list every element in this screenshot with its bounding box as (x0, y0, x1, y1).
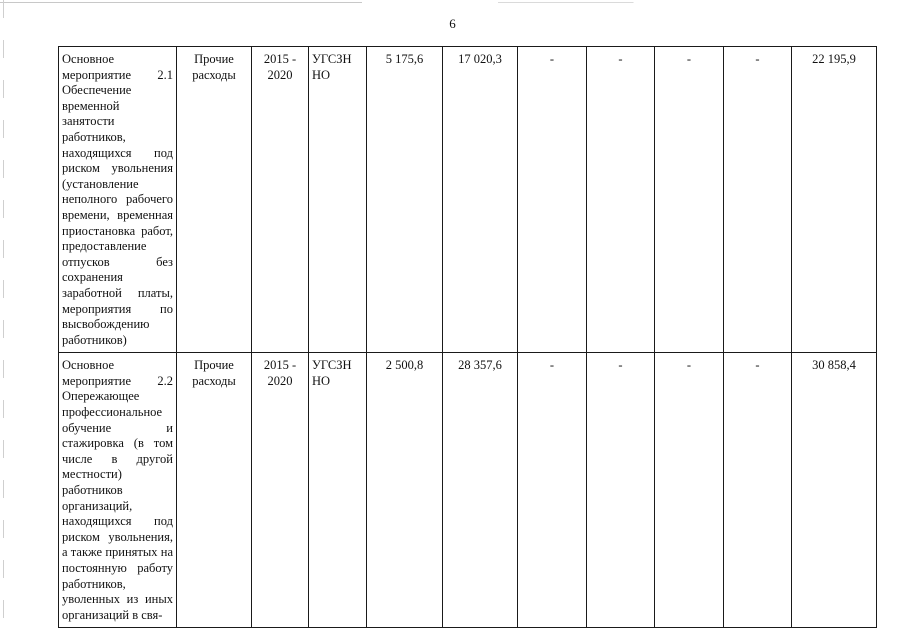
executor-cell: УГСЗН НО (309, 353, 367, 628)
total-cell: 30 858,4 (792, 353, 877, 628)
activity-name-cell (59, 353, 177, 628)
amount-cell-1: 2 500,8 (367, 353, 443, 628)
scan-edge-top (0, 2, 905, 3)
amount-cell-6: - (724, 353, 792, 628)
executor-cell: УГСЗН НО (309, 47, 367, 353)
activity-name-text: мероприятие 2.1 Обеспечение временной занятости работников, находящихся под риском увольнения (установление неполного рабочего времени, временная приостановка работ, предоставление отпусков без сохранения заработной платы, мероприятия по высвобождению работников) (62, 67, 173, 347)
funding-source-cell: Прочие расходы (177, 47, 252, 353)
period-cell: 2015 - 2020 (252, 47, 309, 353)
activity-name-first: Основное (62, 358, 115, 373)
amount-cell-6: - (724, 47, 792, 353)
activity-name-first: Основное (62, 52, 115, 66)
table-row (59, 47, 877, 353)
amount-cell-2: 28 357,6 (443, 353, 518, 628)
activity-name-cell (59, 47, 177, 353)
amount-cell-2: 17 020,3 (443, 47, 518, 353)
activity-name-text: мероприятие 2.2 Опережающее профессиональное обучение и стажировка (в том числе в другой местности) работников организаций, находящихся под риском увольнения, а также принятых на постоянную работу работников, уволенных из иных организаций в свя- (62, 373, 173, 622)
page-number: 6 (449, 16, 456, 31)
amount-cell-5: - (655, 353, 724, 628)
scan-edge-left (3, 0, 4, 640)
amount-cell-5: - (655, 47, 724, 353)
table-row (59, 353, 877, 628)
amount-cell-4: - (587, 47, 655, 353)
funding-source-cell: Прочие расходы (177, 353, 252, 628)
amount-cell-3: - (518, 353, 587, 628)
amount-cell-3: - (518, 47, 587, 353)
amount-cell-1: 5 175,6 (367, 47, 443, 353)
period-cell: 2015 - 2020 (252, 353, 309, 628)
total-cell: 22 195,9 (792, 47, 877, 353)
amount-cell-4: - (587, 353, 655, 628)
program-budget-table (58, 46, 877, 628)
